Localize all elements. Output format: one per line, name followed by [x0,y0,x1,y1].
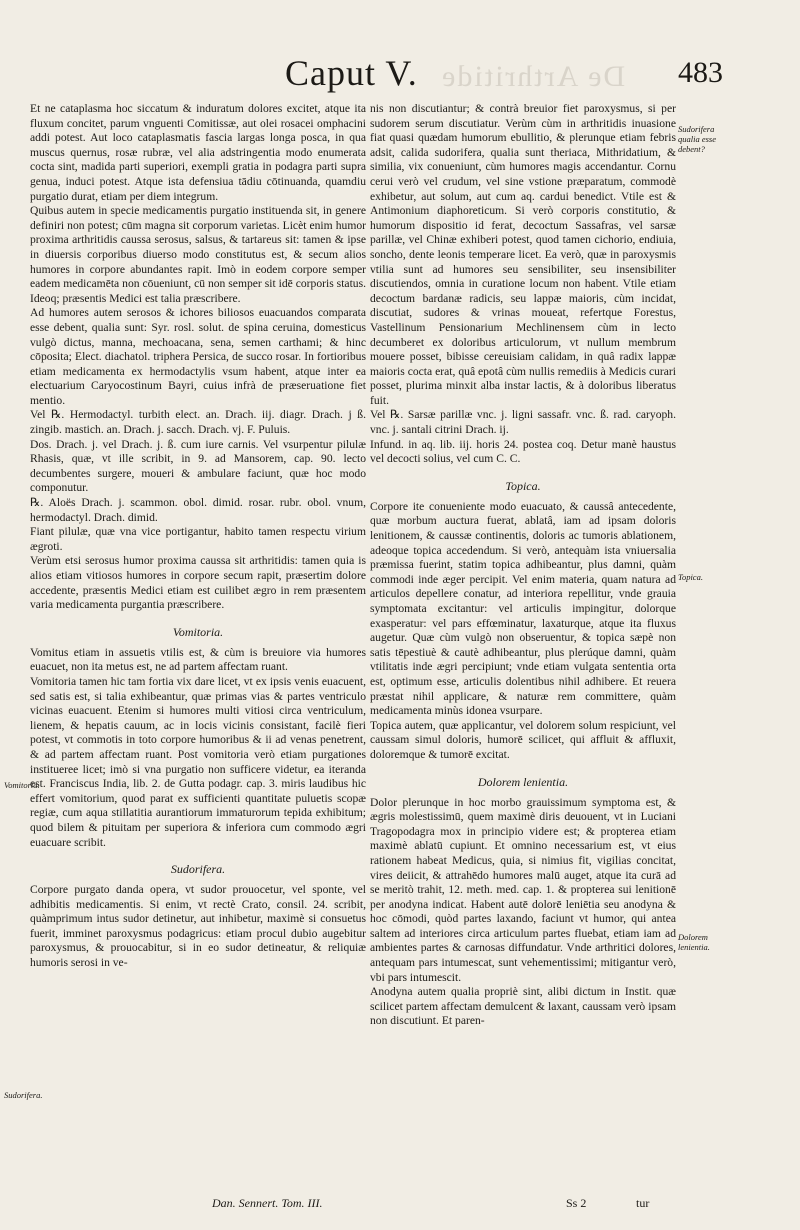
paragraph: Vel ℞. Hermodactyl. turbith elect. an. Drach. iij. diagr. Drach. j ß. zingib. mastich. an. Drach. j. sacch. Drach. vj. F. Puluis. [30,408,366,437]
signature-mark: Ss 2 [566,1196,587,1210]
page-number: 483 [678,56,723,89]
signature-line: Dan. Sennert. Tom. III. [212,1196,323,1210]
section-heading: Vomitoria. [172,624,224,639]
paragraph: ℞. Aloës Drach. j. scammon. obol. dimid. rosar. rubr. obol. vnum, hermodactyl. Drach. dimid. [30,496,366,524]
paragraph: Dolor plerunque in hoc morbo grauissimum symptoma est, & ægris molestissimū, quem maximè diris deuouent, vt in Luciani Tragopodagra mox in principio videre est; & propterea etiam maximè ablatū cupiunt. Et omnino necessarium est, vt eius rationem habeat Medicus, quia, si nimius fit, vigilias concitat, vires deiicit, & attrahēdo humores malū auget, atque ita curā ad se meritò trahit, 12. meth. med. cap. 1. & propterea sui lenitionē per anodyna indicat. Habent autē dolorē leniētia seu anodyna & hoc cōmodi, quòd partes laxando, faciunt vt humor, qui antea saltem ad interiores circa articulum partes fluebat, etiam iam ad ambientes partes & carnosas diffundatur. Vnde arthritici dolores, antequam pars intumescat, sunt vehementissimi; mitigantur verò, vbi pars intumescit. [370,795,676,984]
paragraph: Anodyna autem qualia propriè sint, alibi dictum in Instit. quæ scilicet partem affectam demulcent & laxant, caussam verò ipsam non discutiunt. Et paren- [370,985,676,1028]
paragraph: Et ne cataplasma hoc siccatum & induratum dolores excitet, atque ita fluxum concitet, parum vnguenti Comitissæ, aut olei rosacei omphacini addi potest. Aut loco cataplasmatis fascia largas longa posca, in qua muscus quernus, rosæ rubræ, vel alia adstringentia modo enumerata cocta sint, madida parti superiori, exempli gratia in podagra parti supra genua, induci potest. Atque ista defensiua tādiu cōtinuanda, quamdiu purgatio durat, etiam per diem integrum. [30,102,366,203]
paragraph: Quibus autem in specie medicamentis purgatio instituenda sit, in genere definiri non potest; cūm magna sit corporum varietas. Licèt enim humor proxima arthritidis caussa serosus, salsus, & tartareus sit: tamen & ipse in diuersis corporibus diuerso modo constitutus est, & secum alios humores in corpore abundantes rapit. Imò in eodem corpore semper eadem medicamēta non cōueniunt, cū non semper sit idē corporis status. Ideoq; præsentis Medici est talia præscribere. [30,204,366,305]
paragraph: Topica autem, quæ applicantur, vel dolorem solum respiciunt, vel caussam simul doloris, humorē scilicet, qui affluit & affluxit, doloremque & tumorē excitat. [370,718,676,761]
section-heading: Dolorem lenientia. [477,774,569,789]
running-header [0,52,800,100]
paragraph: Fiant pilulæ, quæ vna vice portigantur, habito tamen respectu virium ægroti. [30,525,366,553]
paragraph: Ad humores autem serosos & ichores biliosos euacuandos comparata esse debent, qualia sunt: Syr. rosl. solut. de spina ceruina, domesticus vulgò dictus, manna, mechoacana, sena, semen carthami; & hinc cōposita; Elect. diachatol. triphera Persica, de succo rosar. In fortioribus etiam medicamenta ex hermodactylis vsum habent, atque inter ea electuarium Caryocostinum Bayri, cuius infrà de præseruatione fiet mentio. [30,306,366,407]
section-heading: Sudorifera. [170,862,226,877]
paragraph: nis non discutiantur; & contrà breuior fiet paroxysmus, si per sudorem serum discutiatur. Verùm cùm in arthritidis inuasione fiat quasi quædam humorum ebullitio, & plerunque etiam febris adsit, calida sudorifera, qualia sunt theriaca, Mithridatium, & similia, vix conueniunt, cùm humores magis accendantur. Cornu cerui verò vel crudum, vel sine vstione præparatum, commodè exhibetur, aut solum, aut cum aq. cardui benedict. Vtile est & Antimonium diaphoreticum. Si verò corporis constitutio, & humorum dispositio id ferat, decoctum Sassafras, vel sarsæ parillæ, vel Chinæ exhiberi potest, quod tamen cichorio, endiuia, soncho, dente leonis temperare licet. Ea verò, quæ in paroxysmis vtilia sunt ad humores seu sensibiliter, seu insensibiliter discutiendos, omnia in curatione locum non habent. Vtile etiam decoctum bardanæ radicis, seu lappæ maioris, cùm incidat, discutiat, sudores & vrinas moueat, refertque Forestus, Vastellinum Pensionarium Mechlinensem cùm in lecto decumberet ex doloribus articulorum, vt nullum membrum mouere posset, bibisse cereuisiam calidam, in quâ radix lappæ maioris cocta erat, quâ epotâ cùm nullis remediis à Medicis curari posset, plurima minxit alba instar lactis, & à doloribus liberatus fuit. [370,102,676,407]
margin-note-topica: Topica. [678,572,703,582]
margin-note-dolorem-lenientia: Dolorem lenientia. [678,932,710,952]
paragraph: Vel ℞. Sarsæ parillæ vnc. j. ligni sassafr. vnc. ß. rad. caryoph. vnc. j. santali citrini Drach. ij. [370,408,676,437]
margin-note-vomitoria: Vomitoria. [4,780,40,790]
paragraph: Dos. Drach. j. vel Drach. j. ß. cum iure carnis. Vel vsurpentur pilulæ Rhasis, quæ, vt ille scribit, in 9. ad Mansorem, cap. 90. lecto decumbentes surgere, moueri & ambulare faciunt, quæ hoc modo componutur. [30,437,366,495]
paragraph: Corpore ite conueniente modo euacuato, & caussâ antecedente, quæ morbum auctura fuerat, ablatâ, iam ad ipsam doloris lenitionem, & caussæ continentis, doloris ac tumoris ablationem, adeoque topica accedendum. Si verò, antequàm ista vniuersalia præmissa fuerint, statim topica adhibeantur, plus damni, quàm commodi inde æger percipit. Vel enim materia, quam natura ad articulos depellere conatur, ad interiora repellitur, vnde grauia symptomata excitantur: vel articulis impingitur, dolorque exasperatur: vel pars effœminatur, laxaturque, atque ita fluxus augetur. Quæ cùm vulgò non obseruentur, & topica sæpè non satis tēpestiuè & cautè adhibeantur, plus plerúque damni, quàm vtilitatis inde ægri percipiunt; vnde etiam vulgata sententia orta est, optimum esse, articulis dolentibus nihil adhibere. Et reuera præstat nihil applicare, & naturæ rem committere, quàm medicamenta minùs idonea vsurpare. [370,499,676,718]
margin-note-sudorifera: Sudorifera. [4,1090,43,1100]
margin-note-sudorifera-qualia: Sudorifera qualia esse debent? [678,124,717,154]
section-heading: Topica. [505,478,541,493]
left-column [30,102,366,971]
paragraph: Corpore purgato danda opera, vt sudor prouocetur, vel sponte, vel adhibitis medicamentis. Si enim, vt rectè Crato, consil. 24. scribit, quàmprimum intus sudor detinetur, aut inhibetur, maximè si consuetus fuerit, imminet paroxysmus podagricus: etiam procul dubio augebitur paroxysmus, & prouocabitur, si in eo sudor detineatur, & reliquiæ humoris serosi in ve- [30,883,366,970]
paragraph: Infund. in aq. lib. iij. horis 24. postea coq. Detur manè haustus vel decocti solius, vel cum C. C. [370,437,676,466]
paragraph: Verùm etsi serosus humor proxima caussa sit arthritidis: tamen quia is alios etiam vitiosos humores in corpore secum rapit, præsertim dolore accedente, præsentis Medici etiam est cuilibet ægro in rem præsentem varia medicamenta purgantia præscribere. [30,554,366,612]
right-column [370,102,676,1029]
paragraph: Vomitoria tamen hic tam fortia vix dare licet, vt ex ipsis venis euacuent, sed satis est, si talia exhibeantur, quæ primas vias & partes ventriculo vicinas euacuent. Etenim si humores multi vitiosi circa ventriculum, lienem, & hepatis cauum, ac in locis vicinis consistant, facilè fieri potest, vt commotis in toto corpore humoribus & ii ad venas penetrent, & ad partem affectam ruant. Post vomitoria verò etiam purgationes institueree licet; imò si vna purgatio non sufficere videtur, ea iteranda est. Franciscus India, lib. 2. de Gutta podagr. cap. 3. miris laudibus hic effert vomitorium, quod parat ex sufficienti quantitate puluetis scopæ regiæ, cum aqua stillatitia aurantiorum immaturorum tepida exhibitum; quod bilem & pituitam per superiora & inferiora cum commodo ægri euacuare scribit. [30,674,366,849]
catchword: tur [636,1196,650,1210]
bleed-through-text: De Arthritide [440,60,626,93]
chapter-title: Caput V. [285,53,418,93]
paragraph: Vomitus etiam in assuetis vtilis est, & cùm is breuiore via humores euacuet, non ita metus est, ne ad partem affectam ruant. [30,645,366,674]
